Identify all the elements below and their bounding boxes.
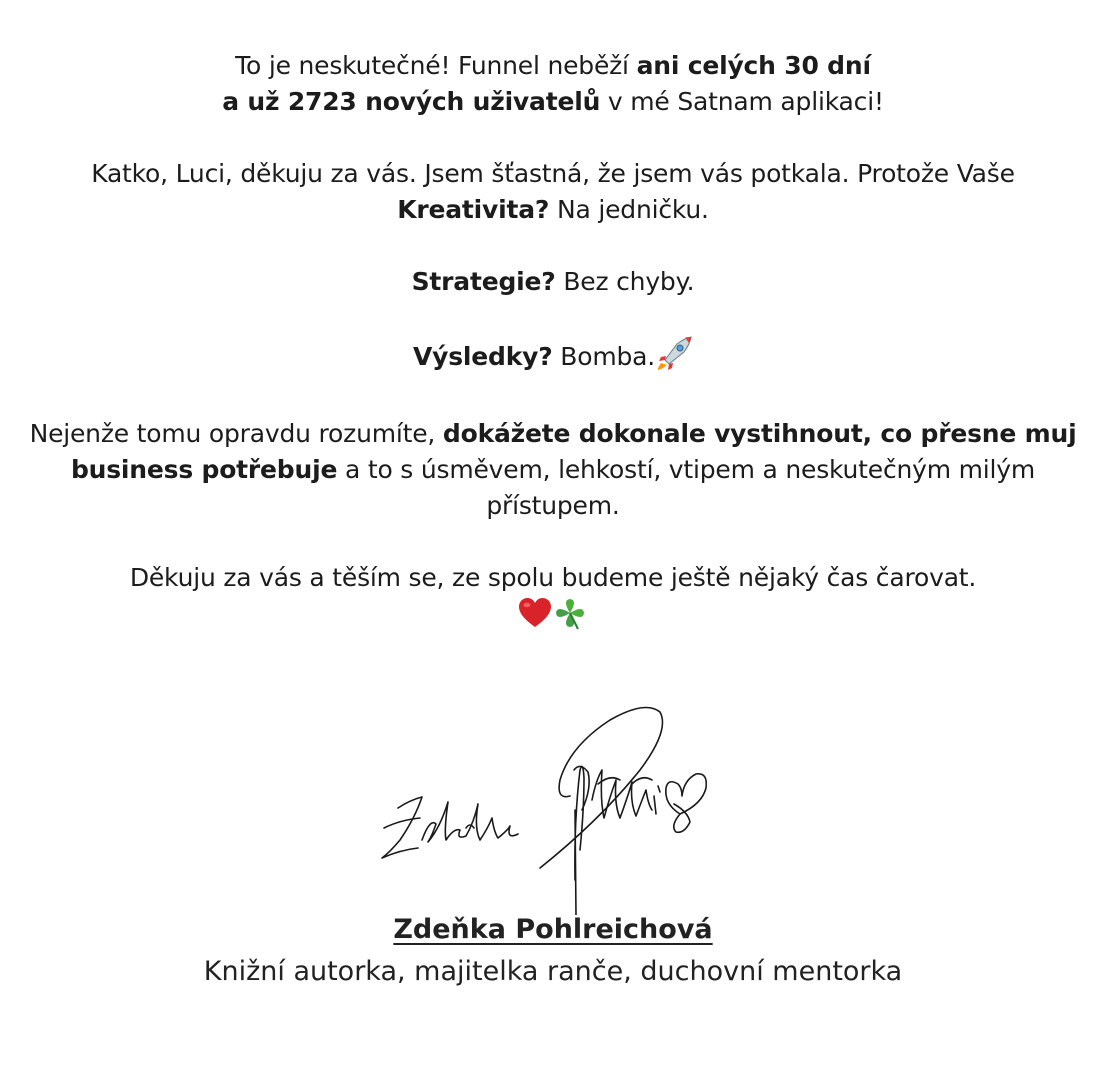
rocket-icon [655,336,693,380]
heart-icon [518,597,552,639]
handwritten-signature [370,700,740,915]
intro-text-end: v mé Satnam aplikaci! [600,87,884,116]
author-role: Knižní autorka, majitelka ranče, duchovní mentorka [203,956,903,987]
paragraph-closing [0,560,1106,640]
intro-bold-days: ani celých 30 dní [636,51,871,80]
paragraph-intro [0,48,1106,120]
paragraph-results [0,336,1106,380]
understanding-bold: dokážete dokonale vystihnout, co přesne muj business potřebuje [70,419,1077,484]
strategy-text: Bez chyby. [555,267,695,296]
results-text: Bomba. [552,342,656,371]
thanks-bold-creativity: Kreativita? [397,195,550,224]
paragraph-strategy [0,264,1106,300]
testimonial-text [0,48,1106,676]
understanding-text: Nejenže tomu opravdu rozumíte, [29,419,443,448]
understanding-text-end: a to s úsměvem, lehkostí, vtipem a neskutečným milým přístupem. [337,455,1036,520]
intro-bold-users: a už 2723 nových uživatelů [222,87,601,116]
thanks-text: Katko, Luci, děkuju za vás. Jsem šťastná, že jsem vás potkala. Protože Vaše [91,159,1015,188]
four-leaf-clover-icon [552,596,588,640]
paragraph-thanks [0,156,1106,228]
intro-text: To je neskutečné! Funnel neběží [235,51,637,80]
author-name: Zdeňka Pohlreichová [393,914,713,945]
paragraph-understanding [0,416,1106,524]
signature-drawing [370,700,740,915]
closing-text: Děkuju za vás a těším se, ze spolu budeme ještě nějaký čas čarovat. [129,563,977,592]
results-bold: Výsledky? [412,342,553,371]
strategy-bold: Strategie? [411,267,556,296]
author-block [0,908,1106,992]
thanks-text-end: Na jedničku. [549,195,709,224]
